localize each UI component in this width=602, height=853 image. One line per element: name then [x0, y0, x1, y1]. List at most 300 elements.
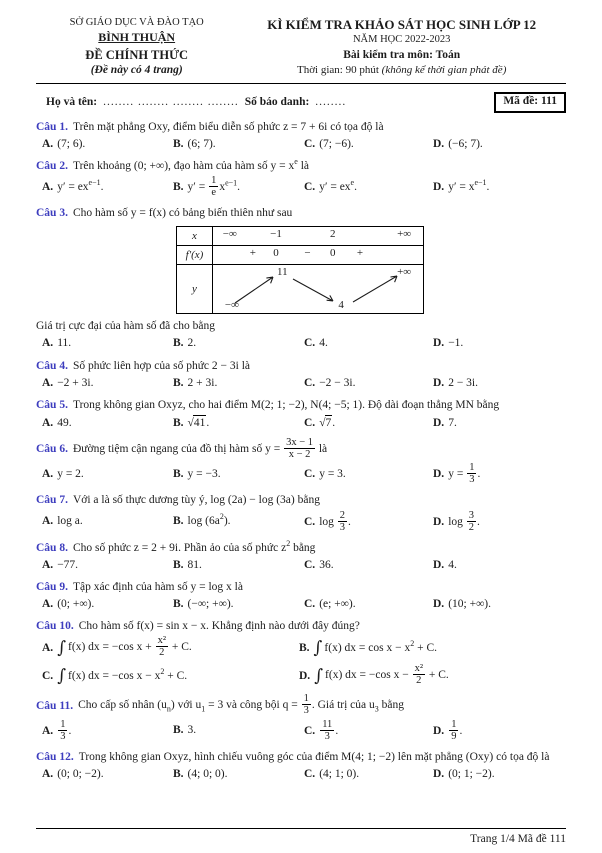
math-text: 2 − 3i.	[448, 376, 478, 389]
fraction-denominator: 3	[339, 521, 346, 533]
math-text: 2.	[187, 337, 197, 350]
option-d	[433, 336, 566, 351]
math-text: Cho hàm số f(x) = sin x − x. Khẳng định nào dưới đây đúng?	[78, 620, 360, 633]
superscript: e−1	[88, 178, 101, 188]
math-text: (4; 0; 0).	[187, 767, 228, 780]
x-value: +∞	[397, 228, 412, 241]
fraction-denominator: e	[211, 187, 217, 199]
math-text: Trên khoảng (0; +∞), đạo hàm của hàm số y = x	[72, 159, 295, 172]
square-root	[319, 417, 332, 429]
option-letter: A.	[42, 515, 54, 528]
math-text: −2 − 3i.	[319, 376, 356, 389]
math-text: (0; +∞).	[57, 598, 95, 611]
math-text: Cho cấp số nhân (u	[78, 699, 167, 712]
question-label: Câu 11.	[36, 699, 74, 712]
page-footer	[36, 828, 566, 847]
option-c	[304, 137, 433, 152]
option-a	[42, 767, 173, 782]
math-text: y = 3.	[319, 468, 346, 481]
option-d	[433, 767, 566, 782]
option-d	[299, 664, 566, 687]
math-text: f(x) dx = −cos x −	[325, 669, 412, 682]
variation-table-x-row	[177, 227, 423, 246]
question-label: Câu 9.	[36, 580, 68, 593]
option-c	[304, 511, 433, 534]
fraction-numerator: x²	[157, 635, 166, 647]
option-a	[42, 514, 173, 529]
superscript: e−1	[474, 178, 487, 188]
option-letter: A.	[42, 724, 54, 737]
duration-text: Thời gian: 90 phút	[297, 64, 382, 77]
math-text: (0; 0; −2).	[57, 767, 104, 780]
options-row	[36, 720, 566, 743]
option-c	[304, 558, 433, 573]
option-letter: B.	[173, 181, 184, 194]
option-b	[173, 767, 304, 782]
fraction-denominator: 3	[469, 474, 475, 486]
fraction	[413, 663, 425, 686]
fraction-numerator: 2	[339, 509, 346, 521]
option-c	[304, 336, 433, 351]
math-text: .	[477, 515, 480, 528]
math-text: log a.	[57, 515, 83, 528]
option-letter: D.	[433, 416, 445, 429]
question-label: Câu 7.	[36, 494, 68, 507]
option-letter: B.	[173, 417, 184, 430]
options-row	[36, 336, 566, 351]
option-letter: D.	[433, 468, 445, 481]
variation-table	[176, 226, 424, 314]
math-text: .	[100, 180, 104, 193]
question-stem	[36, 438, 566, 461]
question-3	[36, 206, 566, 352]
math-text: là	[297, 159, 310, 172]
options-row	[36, 511, 566, 534]
option-letter: B.	[173, 558, 184, 571]
option-letter: B.	[173, 337, 184, 350]
fraction-denominator: 3	[324, 730, 330, 742]
footer-divider	[36, 828, 566, 829]
issuer-province: BÌNH THUẬN	[98, 29, 176, 44]
question-label: Câu 5.	[36, 398, 68, 411]
math-text: 3.	[187, 724, 197, 737]
option-b	[173, 467, 304, 482]
fraction-numerator: 1	[60, 718, 66, 730]
math-text: ) với u	[170, 699, 202, 712]
fraction	[58, 719, 67, 742]
option-a	[42, 336, 173, 351]
fraction	[467, 462, 476, 485]
option-letter: A.	[42, 468, 54, 481]
question-stem	[36, 359, 566, 374]
option-a	[42, 376, 173, 391]
option-b	[173, 415, 304, 431]
option-d	[433, 558, 566, 573]
math-text: Trên mặt phẳng Oxy, điểm biểu diễn số phức z = 7 + 6i có tọa độ là	[72, 120, 384, 133]
math-text: .	[68, 724, 72, 737]
option-a	[42, 636, 299, 659]
superscript: 2	[219, 512, 224, 522]
math-text: y =	[448, 468, 467, 481]
question-stem	[36, 159, 566, 174]
fraction-denominator: 2	[416, 675, 422, 687]
option-letter: D.	[433, 180, 445, 193]
math-text: .	[354, 180, 357, 193]
y-limit-left: −∞	[224, 298, 239, 311]
option-letter: C.	[42, 669, 54, 682]
math-text: .	[348, 515, 351, 528]
math-text: + C.	[425, 669, 449, 682]
option-letter: C.	[304, 724, 316, 737]
option-letter: A.	[42, 767, 54, 780]
question-stem	[36, 493, 566, 508]
option-a	[42, 416, 173, 431]
math-text: y′ = x	[448, 180, 475, 193]
math-text: −77.	[57, 558, 79, 571]
math-text: .	[459, 724, 463, 737]
superscript: e−1	[225, 178, 238, 188]
math-text: . Giá trị của u	[311, 699, 375, 712]
y-limit-right: +∞	[397, 266, 412, 279]
option-letter: A.	[42, 558, 54, 571]
issuer-department: SỞ GIÁO DỤC VÀ ĐÀO TẠO	[69, 17, 204, 28]
x-value: −1	[270, 228, 282, 241]
option-a	[42, 180, 173, 195]
page-count-note: (Đề này có 4 trang)	[90, 64, 183, 77]
question-7	[36, 493, 566, 533]
math-text: (−6; 7).	[448, 137, 483, 150]
option-letter: D.	[433, 558, 445, 571]
math-text: 11.	[57, 337, 72, 350]
fraction-numerator: 3x − 1	[286, 437, 313, 449]
question-label: Câu 6.	[36, 443, 68, 456]
option-letter: C.	[304, 598, 316, 611]
math-text: Trong không gian Oxyz, hình chiếu vuông góc của điểm M(4; 1; −2) lên mặt phẳng (Oxy) có tọa độ là	[78, 750, 550, 763]
derivative-sign: 0	[273, 247, 279, 260]
question-stem	[36, 538, 566, 556]
option-b	[173, 336, 304, 351]
subscript: n	[166, 704, 171, 714]
page-number: Trang 1/4 Mã đề 111	[470, 832, 566, 845]
math-text: + C.	[164, 669, 188, 682]
fraction	[338, 510, 347, 533]
question-9	[36, 580, 566, 612]
math-text: Tập xác định của hàm số y = log x là	[72, 580, 243, 593]
radical-icon: √	[319, 417, 326, 430]
registration-number-label: Số báo danh:	[244, 95, 310, 108]
superscript: e	[294, 157, 298, 167]
option-letter: B.	[173, 468, 184, 481]
registration-number-dotted-field: ........	[315, 95, 347, 108]
math-text: y = 2.	[57, 468, 84, 481]
subject-line: Bài kiểm tra môn: Toán	[343, 49, 461, 62]
option-letter: A.	[42, 641, 54, 654]
option-d	[433, 137, 566, 152]
math-text: Cho số phức z = 2 + 9i. Phần ảo của số phức z	[72, 541, 287, 554]
math-text: + C.	[414, 641, 437, 654]
math-text: y′ = ex	[57, 180, 89, 193]
option-b	[173, 376, 304, 391]
fraction-denominator: 3	[60, 730, 66, 742]
derivative-sign: −	[304, 247, 311, 260]
derivative-sign: +	[356, 247, 364, 260]
candidate-info-row	[36, 92, 566, 112]
option-b	[173, 514, 304, 529]
option-d	[433, 511, 566, 534]
square-root	[187, 417, 210, 430]
option-letter: D.	[433, 598, 445, 611]
option-letter: D.	[433, 137, 445, 150]
option-letter: A.	[42, 376, 54, 389]
question-stem	[36, 619, 566, 634]
option-letter: C.	[304, 468, 316, 481]
math-text: .	[477, 468, 481, 481]
math-text: log	[319, 515, 337, 528]
option-c	[304, 180, 433, 195]
x-value: −∞	[222, 228, 237, 241]
math-text: (7; −6).	[319, 137, 354, 150]
question-stem	[36, 206, 566, 221]
math-text: f(x) dx = −cos x +	[68, 641, 155, 654]
math-text: 2 + 3i.	[187, 376, 218, 389]
school-year: NĂM HỌC 2022-2023	[352, 34, 451, 46]
option-letter: D.	[433, 724, 445, 737]
radicand: 41	[193, 415, 207, 431]
math-text: 49.	[57, 416, 72, 429]
math-text: .	[335, 724, 339, 737]
radical-icon: √	[187, 417, 194, 430]
math-text: .	[486, 180, 490, 193]
option-b	[173, 597, 304, 612]
question-6	[36, 438, 566, 486]
variation-table-sign-row	[177, 246, 423, 265]
math-text: −2 + 3i.	[57, 376, 94, 389]
question-10	[36, 619, 566, 687]
fraction-numerator: 1	[303, 693, 309, 705]
fraction-numerator: 1	[211, 175, 217, 187]
math-text: .	[237, 181, 240, 194]
math-text: (10; +∞).	[448, 598, 491, 611]
option-letter: A.	[42, 598, 54, 611]
option-letter: B.	[173, 598, 184, 611]
question-12	[36, 750, 566, 782]
option-c	[304, 415, 433, 431]
math-text: 4.	[448, 558, 457, 571]
question-1	[36, 120, 566, 152]
math-text: Đường tiệm cận ngang của đồ thị hàm số y =	[72, 443, 284, 456]
subscript: 1	[201, 704, 206, 714]
math-text: y′ = ex	[319, 180, 351, 193]
option-a	[42, 137, 173, 152]
fraction-denominator: 2	[159, 647, 165, 659]
x-row-values	[213, 227, 423, 245]
question-label: Câu 12.	[36, 750, 74, 763]
options-row	[36, 636, 566, 687]
option-letter: A.	[42, 180, 54, 193]
question-stem	[36, 694, 566, 717]
question-stem	[36, 750, 566, 765]
math-text: Số phức liên hợp của số phức 2 − 3i là	[72, 359, 251, 372]
fraction-numerator: 1	[451, 718, 457, 730]
fraction-denominator: 3	[303, 705, 309, 717]
y-local-max: 11	[277, 266, 288, 279]
option-c	[304, 767, 433, 782]
math-text: (e; +∞).	[319, 598, 356, 611]
options-row	[36, 767, 566, 782]
math-text: log	[448, 515, 466, 528]
derivative-sign: +	[249, 247, 256, 260]
math-text: f(x) dx = cos x − x	[324, 641, 411, 654]
question-2	[36, 159, 566, 199]
option-letter: A.	[42, 137, 54, 150]
option-b	[173, 723, 304, 738]
header-divider	[36, 83, 566, 84]
option-letter: B.	[299, 641, 310, 654]
math-text: = 3 và công bội q =	[205, 699, 301, 712]
official-exam-label: ĐỀ CHÍNH THỨC	[85, 47, 189, 62]
fraction-numerator: 3	[468, 509, 475, 521]
question-label: Câu 1.	[36, 120, 68, 133]
option-b	[173, 176, 304, 199]
option-d	[433, 463, 566, 486]
question-label: Câu 3.	[36, 207, 68, 220]
header-title-block	[237, 16, 566, 78]
math-text: y′ =	[187, 181, 209, 194]
math-text: (0; 1; −2).	[448, 767, 495, 780]
option-d	[433, 376, 566, 391]
option-letter: D.	[299, 669, 311, 682]
option-b	[173, 137, 304, 152]
fraction	[467, 510, 476, 533]
question-5	[36, 398, 566, 431]
options-row	[36, 463, 566, 486]
integral-symbol: ∫	[57, 637, 67, 658]
x-row-header: x	[177, 227, 213, 245]
question-label: Câu 8.	[36, 541, 68, 554]
sign-row-values	[213, 246, 423, 264]
duration-note: (không kể thời gian phát đề)	[381, 64, 507, 77]
math-text: Trong không gian Oxyz, cho hai điểm M(2; 1; −2), N(4; −5; 1). Độ dài đoạn thẳng MN bằng	[72, 398, 500, 411]
option-letter: C.	[304, 767, 316, 780]
fraction	[320, 719, 334, 742]
page-header	[36, 16, 566, 78]
option-letter: A.	[42, 416, 54, 429]
math-text: .	[206, 417, 210, 430]
option-c	[304, 467, 433, 482]
option-letter: D.	[433, 515, 445, 528]
option-a	[42, 467, 173, 482]
question-list	[36, 120, 566, 782]
option-d	[433, 720, 566, 743]
y-row-values	[213, 265, 423, 313]
options-row	[36, 137, 566, 152]
option-letter: C.	[304, 515, 316, 528]
options-row	[36, 176, 566, 199]
option-letter: C.	[304, 417, 316, 430]
option-letter: B.	[173, 137, 184, 150]
question-label: Câu 2.	[36, 159, 68, 172]
integral-symbol: ∫	[313, 637, 323, 658]
math-text: 4.	[319, 337, 328, 350]
option-letter: C.	[304, 137, 316, 150]
fraction-denominator: 9	[451, 730, 457, 742]
math-text: f(x) dx = −cos x − x	[68, 669, 161, 682]
option-letter: D.	[433, 337, 445, 350]
math-text: ).	[223, 515, 231, 528]
fraction	[449, 719, 458, 742]
name-dotted-field: ........ ........ ........ ........	[103, 95, 239, 108]
question-4	[36, 359, 566, 391]
option-letter: B.	[173, 767, 184, 780]
question-stem	[36, 398, 566, 413]
fraction	[156, 635, 168, 658]
option-a	[42, 558, 173, 573]
question-label: Câu 4.	[36, 359, 68, 372]
math-text: Với a là số thực dương tùy ý, log (2a) − log (3a) bằng	[72, 494, 320, 507]
radicand: 7	[325, 415, 333, 431]
superscript: 2	[286, 538, 291, 548]
math-text: y = −3.	[187, 468, 221, 481]
question-8	[36, 538, 566, 573]
math-text: x	[219, 181, 226, 194]
superscript: e	[350, 178, 355, 188]
option-letter: B.	[173, 724, 184, 737]
subscript: 3	[374, 704, 379, 714]
option-b	[173, 558, 304, 573]
fraction-denominator: 2	[468, 521, 475, 533]
math-text: −1.	[448, 337, 464, 350]
option-b	[299, 637, 566, 659]
math-text: .	[332, 417, 336, 430]
math-text: 36.	[319, 558, 334, 571]
integral-symbol: ∫	[57, 665, 67, 686]
math-text: (−∞; +∞).	[187, 598, 234, 611]
y-row-header: y	[177, 265, 213, 313]
math-text: Cho hàm số y = f(x) có bảng biến thiên như sau	[72, 207, 293, 220]
fraction-numerator: x²	[414, 663, 423, 675]
option-a	[42, 597, 173, 612]
fraction	[284, 437, 315, 460]
math-text: (6; 7).	[187, 137, 216, 150]
question-stem	[36, 120, 566, 135]
fraction-numerator: 1	[469, 462, 475, 474]
fraction	[209, 175, 218, 198]
options-row	[36, 376, 566, 391]
fraction-denominator: x − 2	[288, 449, 311, 461]
variation-table-y-row	[177, 265, 423, 313]
exam-code-badge: Mã đề: 111	[494, 92, 566, 112]
option-letter: C.	[304, 558, 316, 571]
option-letter: C.	[304, 337, 316, 350]
variation-arrows-icon	[213, 265, 423, 313]
fraction-numerator: 11	[322, 718, 333, 730]
math-text: Giá trị cực đại của hàm số đã cho bằng	[36, 320, 215, 333]
option-letter: A.	[42, 337, 54, 350]
superscript: 2	[410, 638, 415, 648]
math-text: bằng	[378, 699, 405, 712]
y-local-min: 4	[338, 298, 344, 311]
option-c	[42, 665, 299, 687]
options-row	[36, 597, 566, 612]
header-issuer-block	[36, 16, 237, 78]
option-c	[304, 376, 433, 391]
option-letter: B.	[173, 515, 184, 528]
derivative-row-header: f′(x)	[177, 246, 213, 264]
math-text: bằng	[290, 541, 316, 554]
superscript: 2	[160, 666, 165, 676]
integral-symbol: ∫	[314, 665, 324, 686]
math-text: log (6a	[187, 515, 220, 528]
